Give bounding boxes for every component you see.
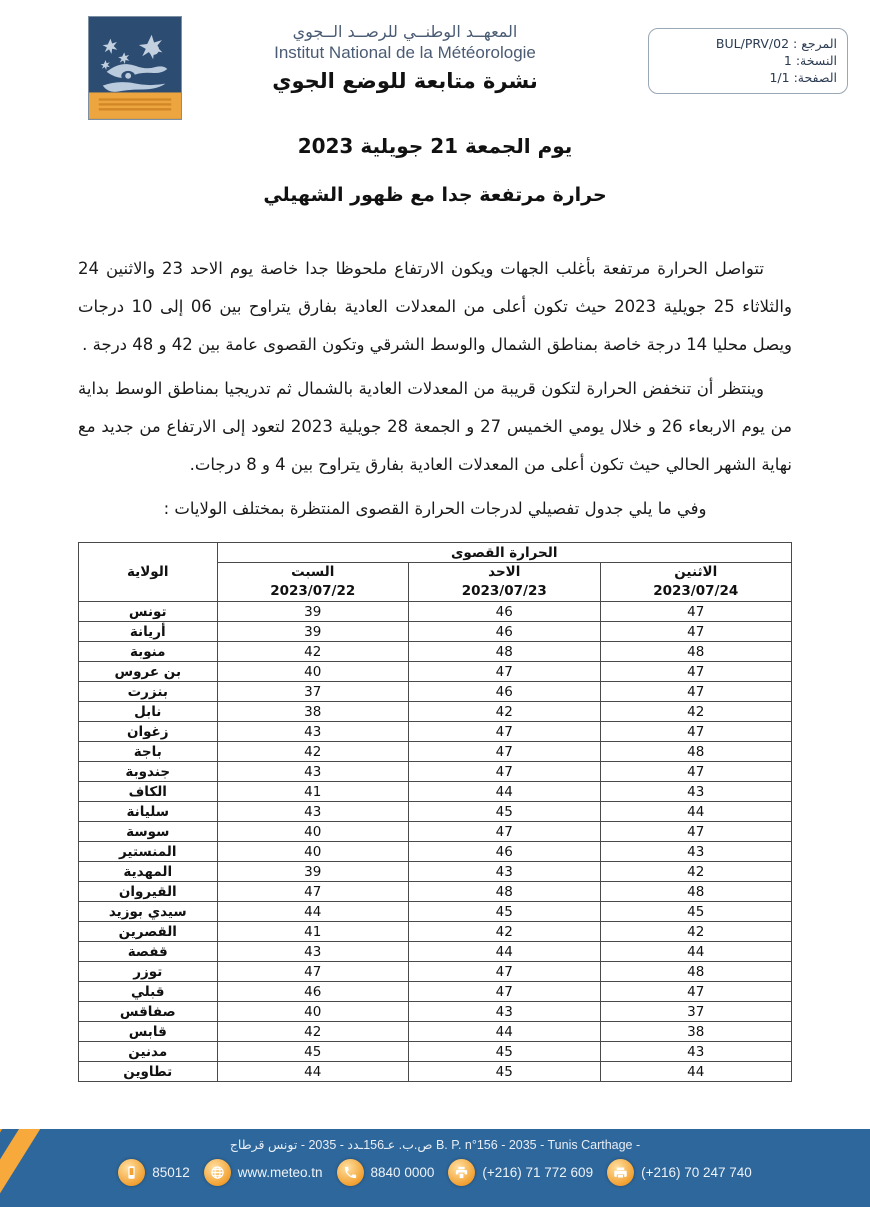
table-row <box>79 682 792 702</box>
table-row <box>79 1062 792 1082</box>
cell-monday: 47 <box>600 622 792 642</box>
cell-governorate: تونس <box>79 602 218 622</box>
forecast-table-wrapper <box>78 542 792 1082</box>
cell-sunday: 46 <box>409 622 601 642</box>
cell-saturday: 43 <box>217 942 409 962</box>
version-line <box>659 52 837 69</box>
cell-saturday: 42 <box>217 642 409 662</box>
cell-monday: 48 <box>600 642 792 662</box>
cell-saturday: 39 <box>217 862 409 882</box>
monday-date: 2023/07/24 <box>653 583 739 599</box>
cell-monday: 47 <box>600 602 792 622</box>
monday-day: الاثنين <box>674 564 718 580</box>
reference-value: BUL/PRV/02 <box>715 36 790 51</box>
bulletin-subject: حرارة مرتفعة جدا مع ظهور الشهيلي <box>263 184 607 206</box>
table-row <box>79 742 792 762</box>
cell-sunday: 47 <box>409 822 601 842</box>
cell-governorate: نابل <box>79 702 218 722</box>
cell-monday: 42 <box>600 862 792 882</box>
cell-sunday: 47 <box>409 722 601 742</box>
reference-label: المرجع : <box>793 36 837 51</box>
cell-governorate: سيدي بوزيد <box>79 902 218 922</box>
cell-governorate: باجة <box>79 742 218 762</box>
cell-saturday: 41 <box>217 922 409 942</box>
cell-monday: 44 <box>600 942 792 962</box>
table-header-group-row <box>79 543 792 563</box>
table-row <box>79 802 792 822</box>
cell-sunday: 45 <box>409 802 601 822</box>
cell-governorate: القصرين <box>79 922 218 942</box>
fax-icon <box>607 1159 634 1186</box>
cell-monday: 47 <box>600 982 792 1002</box>
column-header-saturday <box>217 563 409 602</box>
cell-saturday: 43 <box>217 722 409 742</box>
contact-item[interactable] <box>204 1159 323 1186</box>
cell-monday: 42 <box>600 702 792 722</box>
footer-contacts <box>0 1159 870 1186</box>
table-row <box>79 882 792 902</box>
footer-address-arabic: ص.ب. عـ156ـدد - 2035 - تونس قرطاج <box>229 1138 433 1152</box>
cell-monday: 37 <box>600 1002 792 1022</box>
cell-monday: 42 <box>600 922 792 942</box>
saturday-day: السبت <box>291 564 335 580</box>
table-row <box>79 942 792 962</box>
cell-monday: 43 <box>600 842 792 862</box>
cell-sunday: 46 <box>409 682 601 702</box>
cell-saturday: 44 <box>217 902 409 922</box>
cell-saturday: 47 <box>217 882 409 902</box>
cell-monday: 47 <box>600 762 792 782</box>
contact-text: 8840 0000 <box>370 1165 435 1180</box>
cell-saturday: 39 <box>217 602 409 622</box>
cell-sunday: 45 <box>409 1042 601 1062</box>
cell-sunday: 45 <box>409 1062 601 1082</box>
table-row <box>79 642 792 662</box>
cell-monday: 47 <box>600 662 792 682</box>
cell-sunday: 42 <box>409 922 601 942</box>
cell-sunday: 48 <box>409 642 601 662</box>
table-row <box>79 782 792 802</box>
table-row <box>79 662 792 682</box>
page-label: الصفحة: <box>793 70 837 85</box>
column-header-sunday <box>409 563 601 602</box>
cell-saturday: 45 <box>217 1042 409 1062</box>
globe-icon <box>204 1159 231 1186</box>
cell-sunday: 44 <box>409 942 601 962</box>
table-row <box>79 822 792 842</box>
cell-governorate: تطاوين <box>79 1062 218 1082</box>
page-footer <box>0 1129 870 1207</box>
cell-monday: 47 <box>600 822 792 842</box>
cell-governorate: سليانة <box>79 802 218 822</box>
cell-sunday: 48 <box>409 882 601 902</box>
version-value: 1 <box>783 53 792 68</box>
contact-item[interactable] <box>337 1159 435 1186</box>
cell-saturday: 43 <box>217 802 409 822</box>
column-header-governorate: الولاية <box>79 543 218 602</box>
cell-sunday: 47 <box>409 982 601 1002</box>
cell-sunday: 47 <box>409 742 601 762</box>
saturday-date: 2023/07/22 <box>270 583 356 599</box>
cell-governorate: منوبة <box>79 642 218 662</box>
cell-governorate: القيروان <box>79 882 218 902</box>
cell-governorate: المهدية <box>79 862 218 882</box>
cell-saturday: 47 <box>217 962 409 982</box>
cell-monday: 48 <box>600 882 792 902</box>
cell-sunday: 46 <box>409 602 601 622</box>
page-header <box>0 0 870 128</box>
table-row <box>79 702 792 722</box>
mobile-icon <box>118 1159 145 1186</box>
bulletin-date: يوم الجمعة 21 جويلية 2023 <box>297 134 573 158</box>
cell-sunday: 47 <box>409 662 601 682</box>
paragraph-2: وينتظر أن تنخفض الحرارة لتكون قريبة من المعدلات العادية بالشمال ثم تدريجيا بمناطق الوسط بداية من يوم الاربعاء 26 و خلال يومي الخميس 27 و الجمعة 28 جويلية 2023 لتعود إلى الارتفاع من جديد مع نهاية الشهر الحالي حيث تكون أعلى من المعدلات العادية بفارق يتراوح بين 4 و 8 درجات. <box>78 379 793 474</box>
cell-saturday: 41 <box>217 782 409 802</box>
table-intro: وفي ما يلي جدول تفصيلي لدرجات الحرارة القصوى المنتظرة بمختلف الولايات : <box>163 499 707 518</box>
cell-sunday: 44 <box>409 1022 601 1042</box>
cell-governorate: مدنين <box>79 1042 218 1062</box>
table-row <box>79 982 792 1002</box>
bulletin-body <box>78 250 792 528</box>
cell-saturday: 43 <box>217 762 409 782</box>
cell-governorate: توزر <box>79 962 218 982</box>
table-row <box>79 922 792 942</box>
org-name-arabic: المعهــد الوطنــي للرصــد الــجوي <box>292 22 518 41</box>
paragraph-1: تتواصل الحرارة مرتفعة بأغلب الجهات ويكون الارتفاع ملحوظا جدا خاصة يوم الاحد 23 والاثنين 24 والثلاثاء 25 جويلية 2023 حيث تكون أعلى من المعدلات العادية بفارق يتراوح بين 06 إلى 10 درجات ويصل محليا 14 درجة خاصة بمناطق الشمال والوسط الشرقي وتكون القصوى عامة بين 42 و 48 درجة . <box>78 259 792 354</box>
table-row <box>79 722 792 742</box>
cell-saturday: 40 <box>217 662 409 682</box>
contact-text: (+216) 71 772 609 <box>482 1165 594 1180</box>
table-row <box>79 842 792 862</box>
cell-sunday: 44 <box>409 782 601 802</box>
cell-sunday: 47 <box>409 962 601 982</box>
cell-saturday: 39 <box>217 622 409 642</box>
page-value: 1/1 <box>769 70 790 85</box>
cell-saturday: 44 <box>217 1062 409 1082</box>
table-row <box>79 862 792 882</box>
phone-icon <box>337 1159 364 1186</box>
cell-governorate: أريانة <box>79 622 218 642</box>
group-header-max-temp: الحرارة القصوى <box>217 543 792 563</box>
cell-governorate: بنزرت <box>79 682 218 702</box>
cell-sunday: 42 <box>409 702 601 722</box>
cell-monday: 47 <box>600 722 792 742</box>
table-row <box>79 602 792 622</box>
cell-saturday: 40 <box>217 842 409 862</box>
cell-saturday: 37 <box>217 682 409 702</box>
cell-sunday: 47 <box>409 762 601 782</box>
cell-saturday: 46 <box>217 982 409 1002</box>
version-label: النسخة: <box>795 53 837 68</box>
cell-saturday: 38 <box>217 702 409 722</box>
footer-address-french: B. P. n°156 - 2035 - Tunis Carthage - <box>435 1138 641 1152</box>
cell-monday: 44 <box>600 1062 792 1082</box>
table-row <box>79 762 792 782</box>
cell-sunday: 43 <box>409 1002 601 1022</box>
contact-item[interactable] <box>118 1159 190 1186</box>
cell-governorate: سوسة <box>79 822 218 842</box>
cell-saturday: 42 <box>217 1022 409 1042</box>
max-temperature-table <box>78 542 792 1082</box>
cell-monday: 45 <box>600 902 792 922</box>
reference-line <box>659 35 837 52</box>
cell-monday: 38 <box>600 1022 792 1042</box>
sunday-day: الاحد <box>488 564 521 580</box>
cell-sunday: 45 <box>409 902 601 922</box>
cell-monday: 48 <box>600 742 792 762</box>
cell-saturday: 40 <box>217 1002 409 1022</box>
cell-governorate: جندوبة <box>79 762 218 782</box>
page-line <box>659 69 837 86</box>
cell-governorate: قفصة <box>79 942 218 962</box>
footer-address <box>0 1137 870 1152</box>
cell-monday: 47 <box>600 682 792 702</box>
reference-box <box>648 28 848 94</box>
bulletin-title: نشرة متابعة للوضع الجوي <box>272 69 538 93</box>
cell-governorate: زغوان <box>79 722 218 742</box>
cell-monday: 43 <box>600 1042 792 1062</box>
table-row <box>79 902 792 922</box>
cell-governorate: المنستير <box>79 842 218 862</box>
org-name-french: Institut National de la Météorologie <box>274 43 536 62</box>
table-row <box>79 1022 792 1042</box>
table-row <box>79 1002 792 1022</box>
cell-governorate: صفاقس <box>79 1002 218 1022</box>
cell-governorate: الكاف <box>79 782 218 802</box>
cell-sunday: 43 <box>409 862 601 882</box>
table-head <box>79 543 792 602</box>
cell-governorate: بن عروس <box>79 662 218 682</box>
printer-icon <box>448 1159 475 1186</box>
table-body <box>79 602 792 1082</box>
cell-saturday: 40 <box>217 822 409 842</box>
cell-sunday: 46 <box>409 842 601 862</box>
cell-governorate: قابس <box>79 1022 218 1042</box>
column-header-monday <box>600 563 792 602</box>
contact-item[interactable] <box>607 1159 752 1186</box>
cell-monday: 44 <box>600 802 792 822</box>
contact-text: www.meteo.tn <box>237 1165 323 1180</box>
contact-text: (+216) 70 247 740 <box>641 1165 752 1180</box>
cell-governorate: قبلي <box>79 982 218 1002</box>
contact-item[interactable] <box>448 1159 593 1186</box>
sunday-date: 2023/07/23 <box>461 583 547 599</box>
table-row <box>79 962 792 982</box>
table-row <box>79 622 792 642</box>
cell-monday: 43 <box>600 782 792 802</box>
contact-text: 85012 <box>152 1165 190 1180</box>
cell-monday: 48 <box>600 962 792 982</box>
table-row <box>79 1042 792 1062</box>
cell-saturday: 42 <box>217 742 409 762</box>
